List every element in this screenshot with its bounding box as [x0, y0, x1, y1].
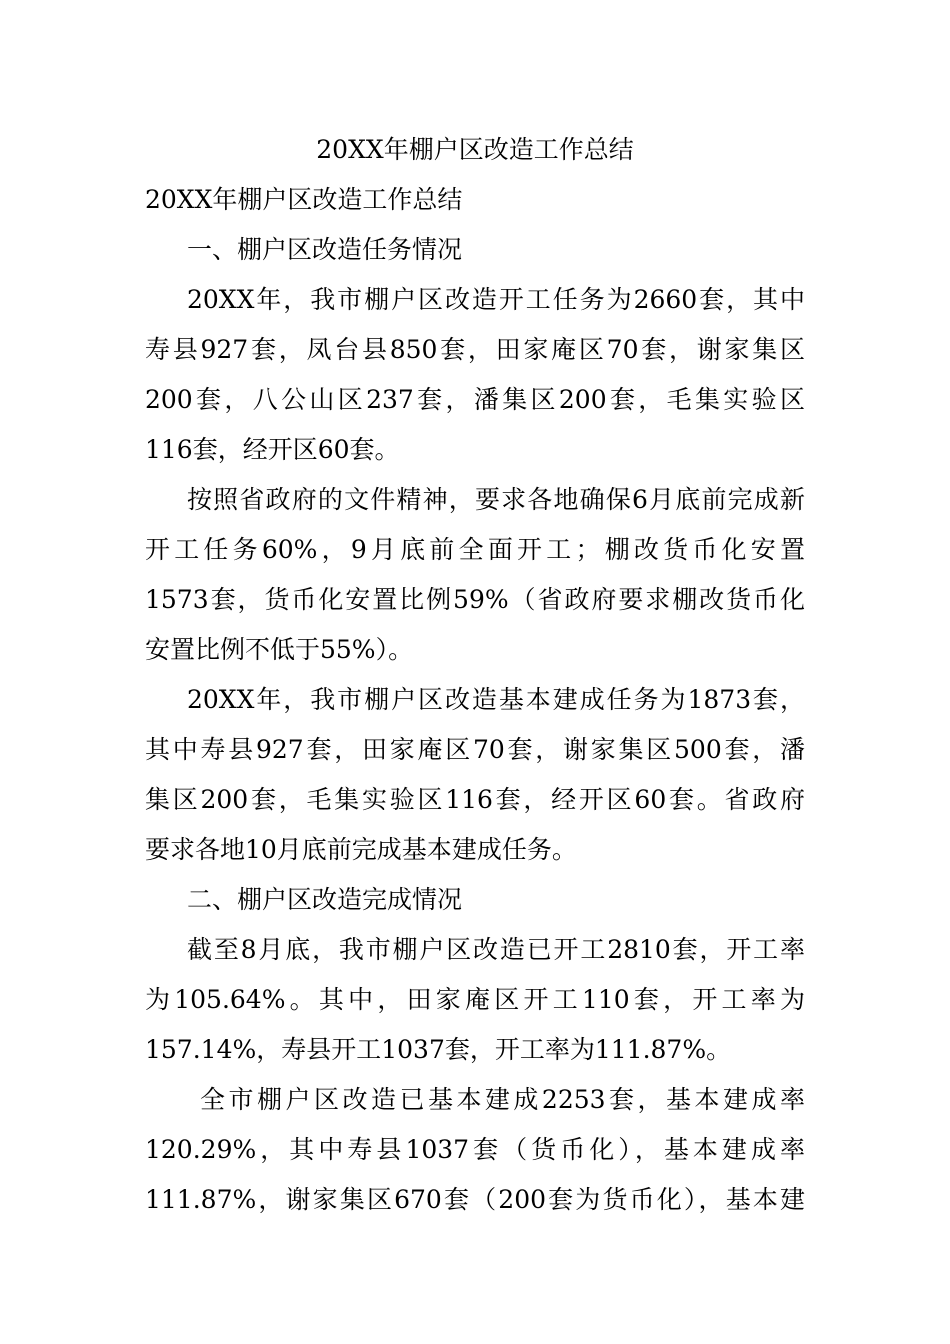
- paragraph-line: 200套，八公山区237套，潘集区200套，毛集实验区: [145, 385, 805, 414]
- paragraph-line: 120.29%，其中寿县1037套（货币化），基本建成率: [145, 1135, 805, 1164]
- paragraph-line: 为105.64%。其中，田家庵区开工110套，开工率为: [145, 985, 805, 1014]
- document-title: 20XX年棚户区改造工作总结: [316, 135, 634, 164]
- paragraph-line: 20XX年，我市棚户区改造开工任务为2660套，其中: [187, 285, 805, 314]
- paragraph-line: 要求各地10月底前完成基本建成任务。: [145, 835, 577, 864]
- paragraph-line: 全市棚户区改造已基本建成2253套，基本建成率: [200, 1085, 805, 1114]
- paragraph-line: 111.87%，谢家集区670套（200套为货币化），基本建: [145, 1185, 805, 1214]
- paragraph-line: 寿县927套，凤台县850套，田家庵区70套，谢家集区: [145, 335, 805, 364]
- paragraph-line: 开工任务60%，9月底前全面开工；棚改货币化安置: [145, 535, 805, 564]
- section-heading-1: 一、棚户区改造任务情况: [187, 235, 463, 264]
- paragraph-line: 截至8月底，我市棚户区改造已开工2810套，开工率: [187, 935, 805, 964]
- paragraph-line: 157.14%，寿县开工1037套，开工率为111.87%。: [145, 1035, 732, 1064]
- paragraph-line: 1573套，货币化安置比例59%（省政府要求棚改货币化: [145, 585, 805, 614]
- paragraph-line: 按照省政府的文件精神，要求各地确保6月底前完成新: [187, 485, 805, 514]
- paragraph-line: 安置比例不低于55%）。: [145, 635, 414, 664]
- subtitle-line: 20XX年棚户区改造工作总结: [145, 185, 463, 214]
- paragraph-line: 其中寿县927套，田家庵区70套，谢家集区500套，潘: [145, 735, 805, 764]
- section-heading-2: 二、棚户区改造完成情况: [187, 885, 463, 914]
- paragraph-line: 116套，经开区60套。: [145, 435, 400, 464]
- paragraph-line: 20XX年，我市棚户区改造基本建成任务为1873套，: [187, 685, 805, 714]
- paragraph-line: 集区200套，毛集实验区116套，经开区60套。省政府: [145, 785, 805, 814]
